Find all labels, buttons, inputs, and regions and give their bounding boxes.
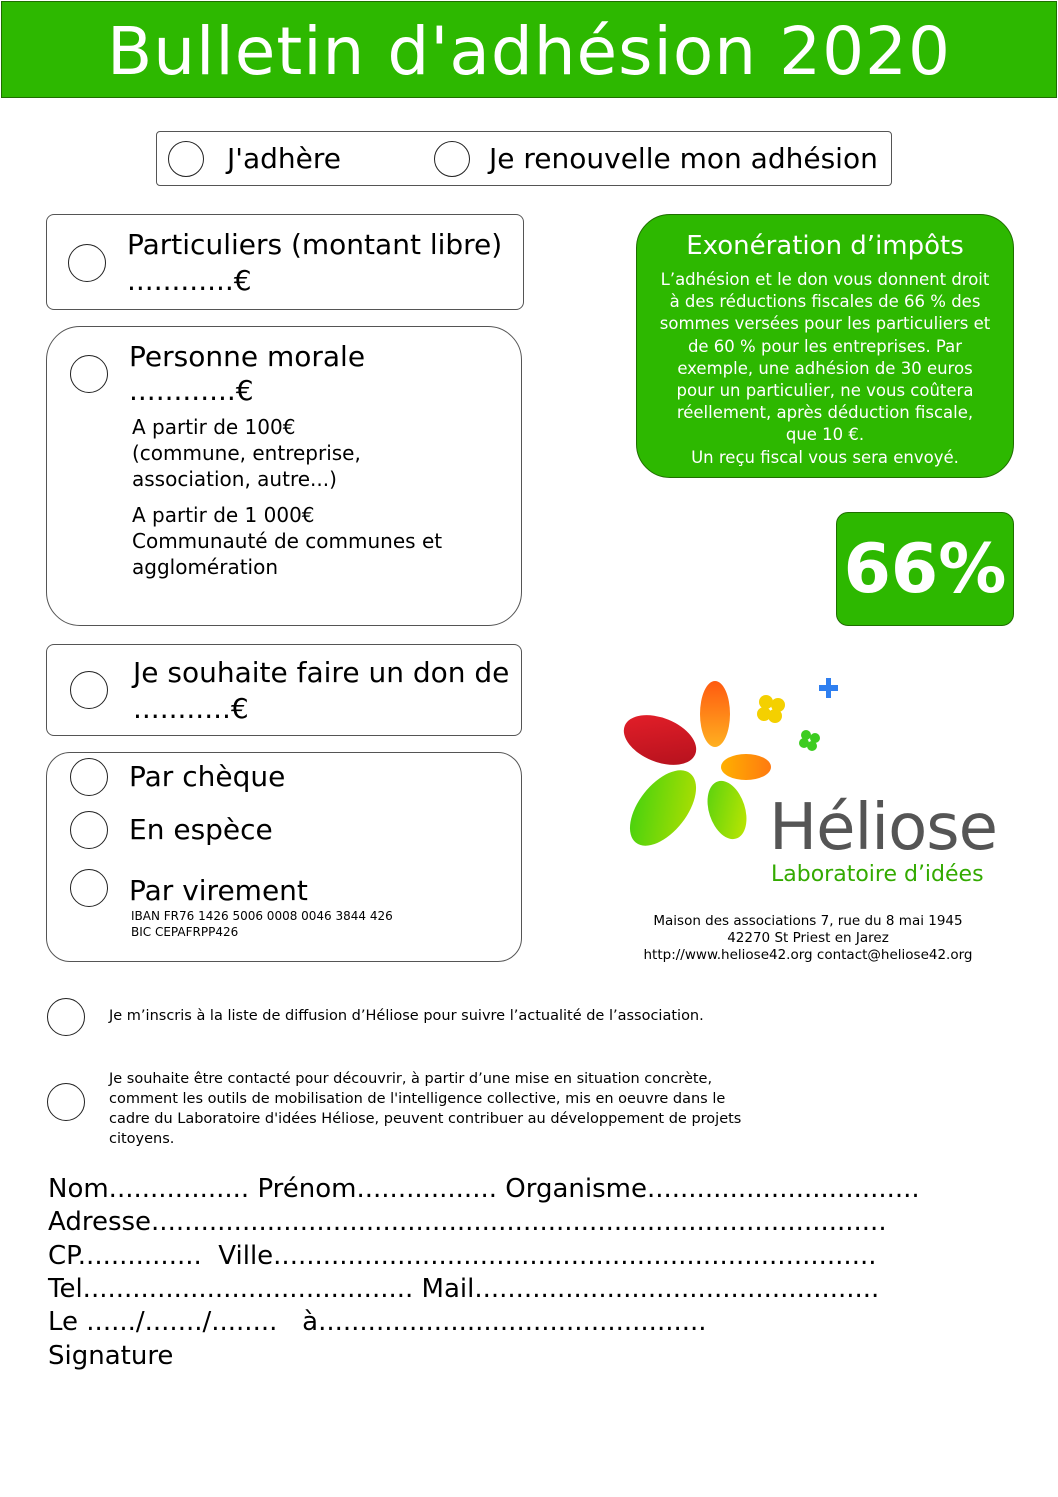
tax-text-line: exemple, une adhésion de 30 euros (677, 358, 973, 378)
espece-radio[interactable] (70, 811, 108, 849)
payment-box (46, 752, 522, 962)
particuliers-box (46, 214, 524, 310)
tax-title: Exonération d’impôts (686, 231, 964, 261)
form-city-line[interactable]: CP............... Ville......................................................................... (48, 1241, 877, 1271)
personne-morale-label: Personne morale (129, 340, 366, 373)
tax-text-line: pour un particulier, ne vous coûtera (676, 381, 974, 401)
tax-text-line: Un reçu fiscal vous sera envoyé. (691, 447, 959, 467)
percent-badge: 66% (836, 512, 1014, 626)
contact-label (109, 1069, 741, 1149)
contact-text-line: cadre du Laboratoire d'idées Héliose, peuvent contribuer au développement de projets (109, 1111, 742, 1127)
tax-text (637, 269, 1013, 469)
personne-morale-note2: A partir de 1 000€ Communauté de communes et agglomération (132, 503, 443, 579)
particuliers-radio[interactable] (68, 244, 106, 282)
iban-text: IBAN FR76 1426 5006 0008 0046 3844 426 (131, 909, 393, 923)
newsletter-label: Je m’inscris à la liste de diffusion d’Héliose pour suivre l’actualité de l’association. (109, 1008, 704, 1024)
tax-text-line: réellement, après déduction fiscale, (676, 403, 974, 423)
heliose-logo (615, 672, 995, 892)
address-line1: Maison des associations 7, rue du 8 mai 1945 (653, 913, 963, 929)
newsletter-radio[interactable] (47, 998, 85, 1036)
logo-tagline: Laboratoire d’idées (771, 862, 984, 887)
page-title: Bulletin d'adhésion 2020 (106, 13, 952, 90)
form-signature-line[interactable]: Signature (48, 1341, 174, 1371)
don-amount: ...........€ (133, 692, 249, 725)
personne-morale-radio[interactable] (70, 355, 108, 393)
address-line3[interactable]: http://www.heliose42.org contact@heliose42.org (643, 947, 973, 963)
don-radio[interactable] (70, 671, 108, 709)
tax-exemption-card (636, 214, 1014, 478)
bic-text: BIC CEPAFRPP426 (131, 925, 239, 939)
tax-text-line: sommes versées pour les particuliers et (659, 314, 991, 334)
contact-text-line: Je souhaite être contacté pour découvrir, à partir d’une mise en situation concrète, (109, 1071, 713, 1087)
virement-radio[interactable] (70, 869, 108, 907)
contact-text-line: comment les outils de mobilisation de l'intelligence collective, mis en oeuvre dans le (109, 1091, 726, 1107)
header-banner (1, 1, 1057, 98)
contact-text-line: citoyens. (109, 1131, 175, 1147)
personne-morale-note1: A partir de 100€ (commune, entreprise, association, autre...) (132, 415, 361, 491)
join-radio[interactable] (168, 141, 204, 177)
tax-text-line: L’adhésion et le don vous donnent droit (660, 270, 990, 289)
association-address (608, 913, 1008, 964)
cheque-label: Par chèque (129, 760, 286, 793)
particuliers-amount: ............€ (127, 264, 252, 297)
address-line2: 42270 St Priest en Jarez (727, 930, 889, 946)
personne-morale-box (46, 326, 522, 626)
personne-morale-amount: ............€ (129, 374, 254, 407)
renew-radio[interactable] (434, 141, 470, 177)
membership-choice-box (156, 131, 892, 186)
join-label: J'adhère (227, 142, 341, 175)
tax-text-line: que 10 €. (785, 425, 865, 445)
don-label: Je souhaite faire un don de (133, 656, 510, 689)
tax-text-line: de 60 % pour les entreprises. Par (687, 336, 963, 356)
form-contact-line[interactable]: Tel........................................ Mail................................................. (48, 1274, 880, 1304)
tax-text-line: à des réductions fiscales de 66 % des (669, 292, 981, 312)
particuliers-label: Particuliers (montant libre) (127, 228, 503, 261)
virement-label: Par virement (129, 874, 308, 907)
contact-radio[interactable] (47, 1083, 85, 1121)
form-address-line[interactable]: Adresse......................................................................................... (48, 1207, 887, 1237)
logo-name: Héliose (769, 791, 997, 865)
form-name-line[interactable]: Nom................. Prénom................. Organisme................................. (48, 1174, 920, 1204)
renew-label: Je renouvelle mon adhésion (489, 142, 878, 175)
form-date-line[interactable]: Le ....../......./........ à............................................... (48, 1307, 707, 1337)
espece-label: En espèce (129, 813, 273, 846)
don-box (46, 644, 522, 736)
cheque-radio[interactable] (70, 758, 108, 796)
